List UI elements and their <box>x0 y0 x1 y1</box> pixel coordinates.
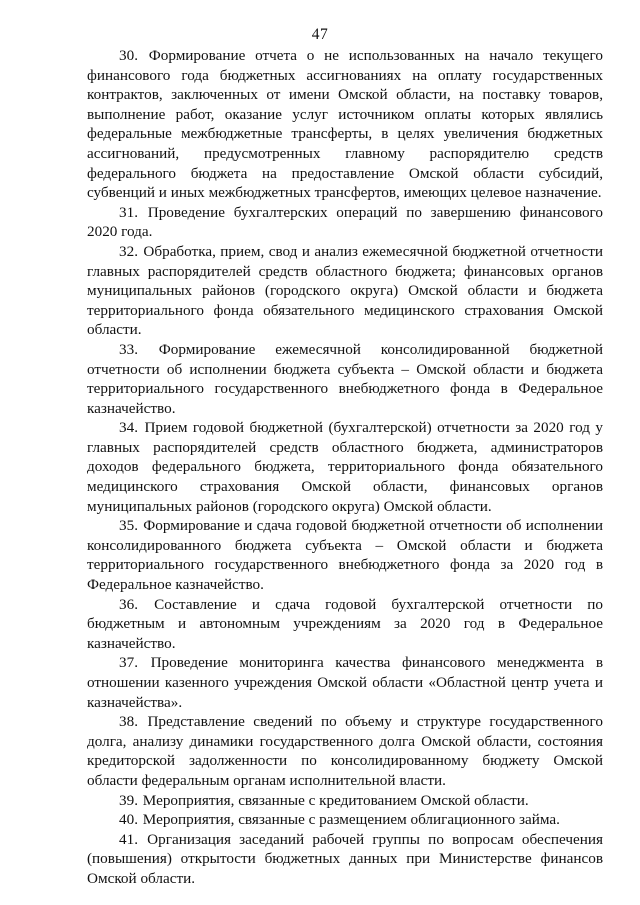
item-number: 30. <box>119 47 138 64</box>
item-number: 35. <box>119 517 138 535</box>
list-item <box>87 340 603 418</box>
item-text: Формирование ежемесячной консолидированной бюджетной отчетности об исполнении бюджета субъекта – Омской области и бюджета территориального государственного внебюджетного фонда в Федеральное казначейство. <box>87 340 603 417</box>
page-number: 47 <box>311 26 329 43</box>
item-number: 34. <box>119 419 138 437</box>
item-text: Мероприятия, связанные с размещением облигационного займа. <box>142 811 560 829</box>
item-text: Проведение бухгалтерских операций по завершению финансового 2020 года. <box>87 203 604 241</box>
document-body <box>87 46 603 889</box>
list-item <box>87 791 603 811</box>
item-number: 39. <box>119 791 138 809</box>
item-number: 36. <box>119 595 138 613</box>
item-number: 32. <box>119 242 138 260</box>
list-item <box>87 810 603 830</box>
list-item <box>87 516 603 594</box>
item-number: 38. <box>119 713 138 731</box>
item-number: 41. <box>119 830 138 848</box>
item-text: Составление и сдача годовой бухгалтерской отчетности по бюджетным и автономным учреждениям за 2020 год в Федеральное казначейство. <box>87 595 603 652</box>
item-text: Мероприятия, связанные с кредитованием Омской области. <box>142 791 529 809</box>
list-item <box>87 653 603 712</box>
item-text: Обработка, прием, свод и анализ ежемесячной бюджетной отчетности главных распорядителей средств областного бюджета; финансовых органов муниципальных районов (городского округа) Омской области и бюджета территориального фонда обязательного медицинского страхования Омской области. <box>87 242 603 339</box>
item-number: 31. <box>119 203 138 221</box>
list-item <box>87 242 603 340</box>
item-text: Проведение мониторинга качества финансового менеджмента в отношении казенного учреждения Омской области «Областной центр учета и казначейства». <box>87 654 603 711</box>
list-item <box>87 203 603 242</box>
list-item <box>87 46 603 203</box>
item-text: Формирование отчета о не использованных на начало текущего финансового года бюджетных ассигнованиях на оплату государственных контрактов, заключенных от имени Омской области, на поставку товаров, выполнение работ, оказание услуг источником оплаты которых являлись федеральные межбюджетные трансферты, в целях увеличения бюджетных ассигнований, предусмотренных главному распорядителю средств федерального бюджета на предоставление Омской области субсидий, субвенций и иных межбюджетных трансфертов, имеющих целевое назначение. <box>87 47 603 202</box>
item-number: 33. <box>119 340 138 358</box>
item-text: Организация заседаний рабочей группы по вопросам обеспечения (повышения) открытости бюджетных данных при Министерстве финансов Омской области. <box>87 830 604 887</box>
item-text: Формирование и сдача годовой бюджетной отчетности об исполнении консолидированного бюджета субъекта – Омской области и бюджета территориального государственного внебюджетного фонда за 2020 год в Федеральное казначейство. <box>87 517 603 594</box>
list-item <box>87 712 603 790</box>
list-item <box>87 830 603 889</box>
item-text: Прием годовой бюджетной (бухгалтерской) отчетности за 2020 год у главных распорядителей средств областного бюджета, администраторов доходов федерального бюджета, территориального фонда обязательного медицинского страхования Омской области, финансовых органов муниципальных районов (городского округа) Омской области. <box>87 419 603 515</box>
list-item <box>87 418 603 516</box>
list-item <box>87 595 603 654</box>
item-number: 37. <box>119 654 138 672</box>
item-text: Представление сведений по объему и структуре государственного долга, анализу динамики государственного долга Омской области, состояния кредиторской задолженности по консолидированному бюджету Омской области федеральным органам исполнительной власти. <box>87 713 603 789</box>
item-number: 40. <box>119 811 138 829</box>
